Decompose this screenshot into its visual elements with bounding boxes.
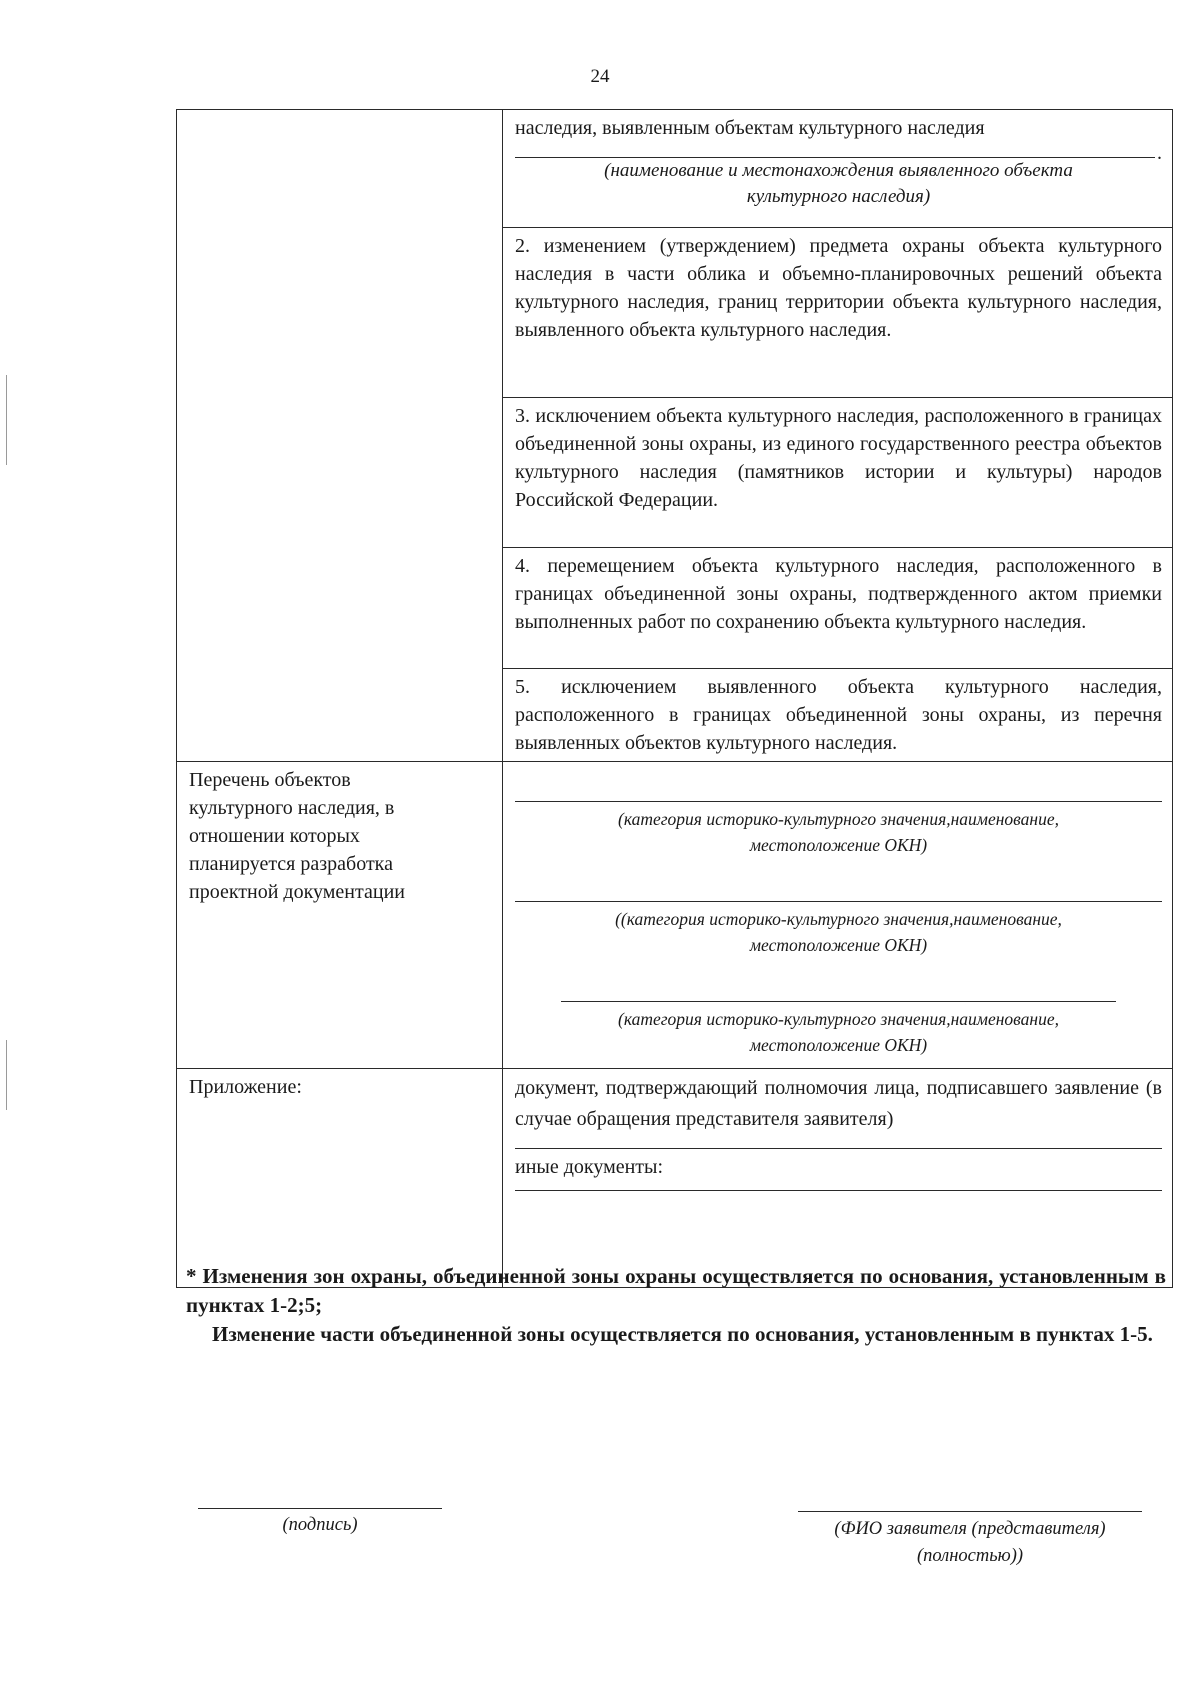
- item-cell: [503, 669, 1173, 762]
- table-row: [177, 110, 1173, 228]
- field-caption: местоположение ОКН): [749, 835, 928, 855]
- field-caption: (наименование и местонахождения выявленного объекта: [604, 160, 1073, 181]
- appendix-label-cell: [177, 1069, 503, 1288]
- applicant-name-caption: (полностью)): [916, 1546, 1024, 1566]
- field-caption: культурного наследия): [746, 186, 931, 207]
- field-caption: местоположение ОКН): [749, 1035, 928, 1055]
- list-item: 4. перемещением объекта культурного наследия, расположенного в границах объединенной зоны охраны, подтвержденного актом приемки выполненных работ по сохранению объекта культурного наследия.: [515, 555, 1162, 633]
- footnote-line: Изменение части объединенной зоны осуществляется по основания, установленным в пунктах 1-5.: [212, 1322, 1153, 1346]
- other-documents-label: иные документы:: [515, 1156, 664, 1178]
- field-caption: ((категория историко-культурного значения,наименование,: [615, 909, 1062, 929]
- scan-edge-mark: [6, 375, 7, 465]
- fill-in-line[interactable]: [561, 1000, 1116, 1002]
- item-cell: [503, 398, 1173, 548]
- field-caption: (категория историко-культурного значения,наименование,: [618, 809, 1059, 829]
- applicant-name-line[interactable]: [798, 1511, 1142, 1512]
- item-cell: [503, 228, 1173, 398]
- objects-list-cell: [503, 762, 1173, 1069]
- field-caption: (категория историко-культурного значения,наименование,: [618, 1009, 1059, 1029]
- footnote: [186, 1262, 1166, 1349]
- fill-in-line[interactable]: [515, 800, 1162, 802]
- row-label: Приложение:: [189, 1076, 302, 1098]
- table-row: [177, 1069, 1173, 1288]
- fill-in-line[interactable]: [515, 900, 1162, 902]
- list-item: 3. исключением объекта культурного наследия, расположенного в границах объединенной зоны охраны, из единого государственного реестра объектов культурного наследия (памятников истории и культуры) народов Российской Федерации.: [515, 405, 1162, 511]
- footnote-line: * Изменения зон охраны, объединенной зоны охраны осуществляется по основания, установленным в пунктах 1-2;5;: [186, 1264, 1166, 1317]
- row-label: Перечень объектов культурного наследия, в отношении которых планируется разработка проектной документации: [189, 769, 405, 903]
- row-text: наследия, выявленным объектам культурного наследия: [515, 117, 985, 139]
- objects-list-label-cell: [177, 762, 503, 1069]
- field-caption: местоположение ОКН): [749, 935, 928, 955]
- scan-edge-mark: [6, 1040, 7, 1110]
- empty-left-cell: [177, 110, 503, 762]
- list-item: 2. изменением (утверждением) предмета охраны объекта культурного наследия в части облика и объемно-планировочных решений объекта культурного наследия, границ территории объекта культурного наследия, выявленного объекта культурного наследия.: [515, 235, 1162, 341]
- appendix-cell: [503, 1069, 1173, 1288]
- appendix-document-text: документ, подтверждающий полномочия лица, подписавшего заявление (в случае обращения представителя заявителя): [515, 1077, 1162, 1130]
- fill-in-line[interactable]: [515, 1147, 1162, 1149]
- table-row: [177, 762, 1173, 1069]
- fill-in-line[interactable]: [515, 1189, 1162, 1191]
- applicant-name-caption: (ФИО заявителя (представителя): [834, 1519, 1106, 1539]
- identified-objects-cell: наследия, выявленным объектам культурного наследия . (наименование и местонахождения выявленного объекта культурного наследия): [503, 110, 1173, 228]
- item-cell: [503, 548, 1173, 669]
- application-form-table: [176, 109, 1173, 1288]
- signature-caption: (подпись): [282, 1515, 358, 1535]
- page-number: 24: [590, 66, 610, 87]
- list-item: 5. исключением выявленного объекта культурного наследия, расположенного в границах объединенной зоны охраны, из перечня выявленных объектов культурного наследия.: [515, 676, 1162, 754]
- signature-line[interactable]: [198, 1508, 442, 1509]
